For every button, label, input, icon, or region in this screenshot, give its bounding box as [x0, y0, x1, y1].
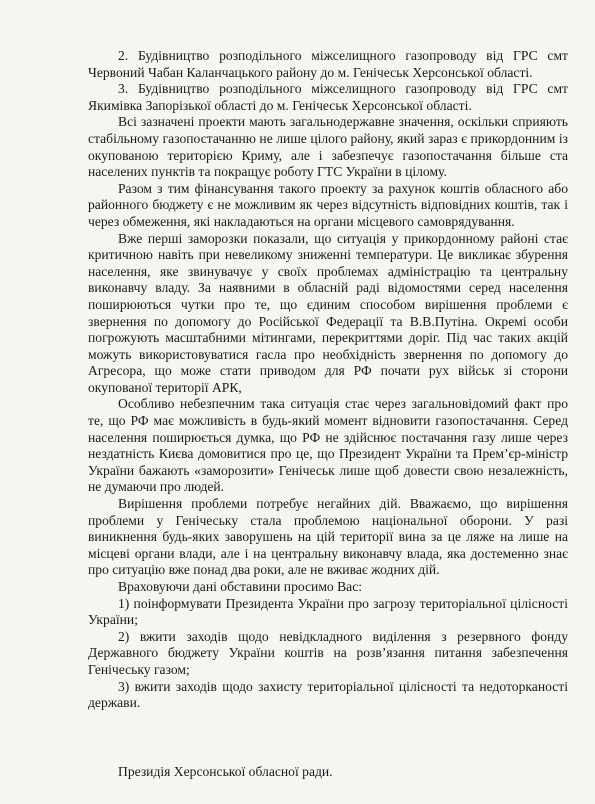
paragraph-significance: Всі зазначені проекти мають загальнодержавне значення, оскільки сприяють стабільному газопостачанню не лише цілого району, який зараз є прикордонним із окупованою територією Криму, але і забезпечує газопостачання більше ста населених пунктів та покращує роботу ГТС України в цілому.	[88, 114, 568, 180]
paragraph-financing: Разом з тим фінансування такого проекту за рахунок коштів обласного або районного бюджету є не можливим як через відсутність відповідних коштів, так і через обмеження, які накладаються на органи місцевого самоврядування.	[88, 180, 568, 229]
request-item-1: 1) поінформувати Президента України про загрозу територіальної цілісності України;	[88, 595, 568, 628]
request-item-3: 3) вжити заходів щодо захисту територіальної цілісності та недоторканості держави.	[88, 678, 568, 711]
document-body	[88, 48, 568, 712]
paragraph-request-intro: Враховуючи дані обставини просимо Вас:	[118, 579, 363, 594]
paragraph-item-3: 3. Будівництво розподільного міжселищного газопроводу від ГРС смт Якимівка Запорізької області до м. Генічеськ Херсонської області.	[88, 81, 568, 113]
signature: Президія Херсонської обласної ради.	[118, 764, 333, 779]
paragraph-item-2: 2. Будівництво розподільного міжселищного газопроводу від ГРС смт Червоний Чабан Каланчацького району до м. Генічеськ Херсонської області.	[88, 48, 568, 80]
request-item-2: 2) вжити заходів щодо невідкладного виділення з резервного фонду Державного бюджету України коштів на розв’язання питання забезпечення Генічеську газом;	[88, 628, 568, 677]
paragraph-solution: Вирішення проблеми потребує негайних дій. Вважаємо, що вирішення проблеми у Генічеську стала проблемою національної оборони. У разі виникнення будь-яких заворушень на цій території вина за це ляже на лише на місцеві органи влади, але і на центральну виконавчу влада, яка достеменно знає про ситуацію вже понад два роки, але не вживає жодних дій.	[88, 496, 568, 578]
paragraph-frosts: Вже перші заморозки показали, що ситуація у прикордонному районі стає критичною навіть при невеликому зниженні температури. Це викликає збурення населення, яке звинувачує у своїх проблемах адміністрацію та центральну виконавчу владу. За наявними в обласній раді відомостями серед населення поширюються чутки про те, що єдиним способом вирішення проблеми є звернення по допомогу до Російської Федерації та В.В.Путіна. Окремі особи погрожують масштабними мітингами, перекриттями доріг. Під час таких акцій можуть використовуватися гасла про необхідність звернення по допомогу до Агресора, що може стати приводом для РФ почати рух військ зі сторони окупованої території АРК,	[88, 230, 568, 395]
paragraph-danger: Особливо небезпечним така ситуація стає через загальновідомий факт про те, що РФ має можливість в будь-який момент відновити газопостачання. Серед населення поширюється думка, що РФ не здійснює постачання газу лише через нездатність Києва домовитися про це, що Президент України та Прем’єр-міністр України бажають «заморозити» Генічеськ лише щоб довести свою незалежність, не думаючи про людей.	[88, 396, 568, 495]
